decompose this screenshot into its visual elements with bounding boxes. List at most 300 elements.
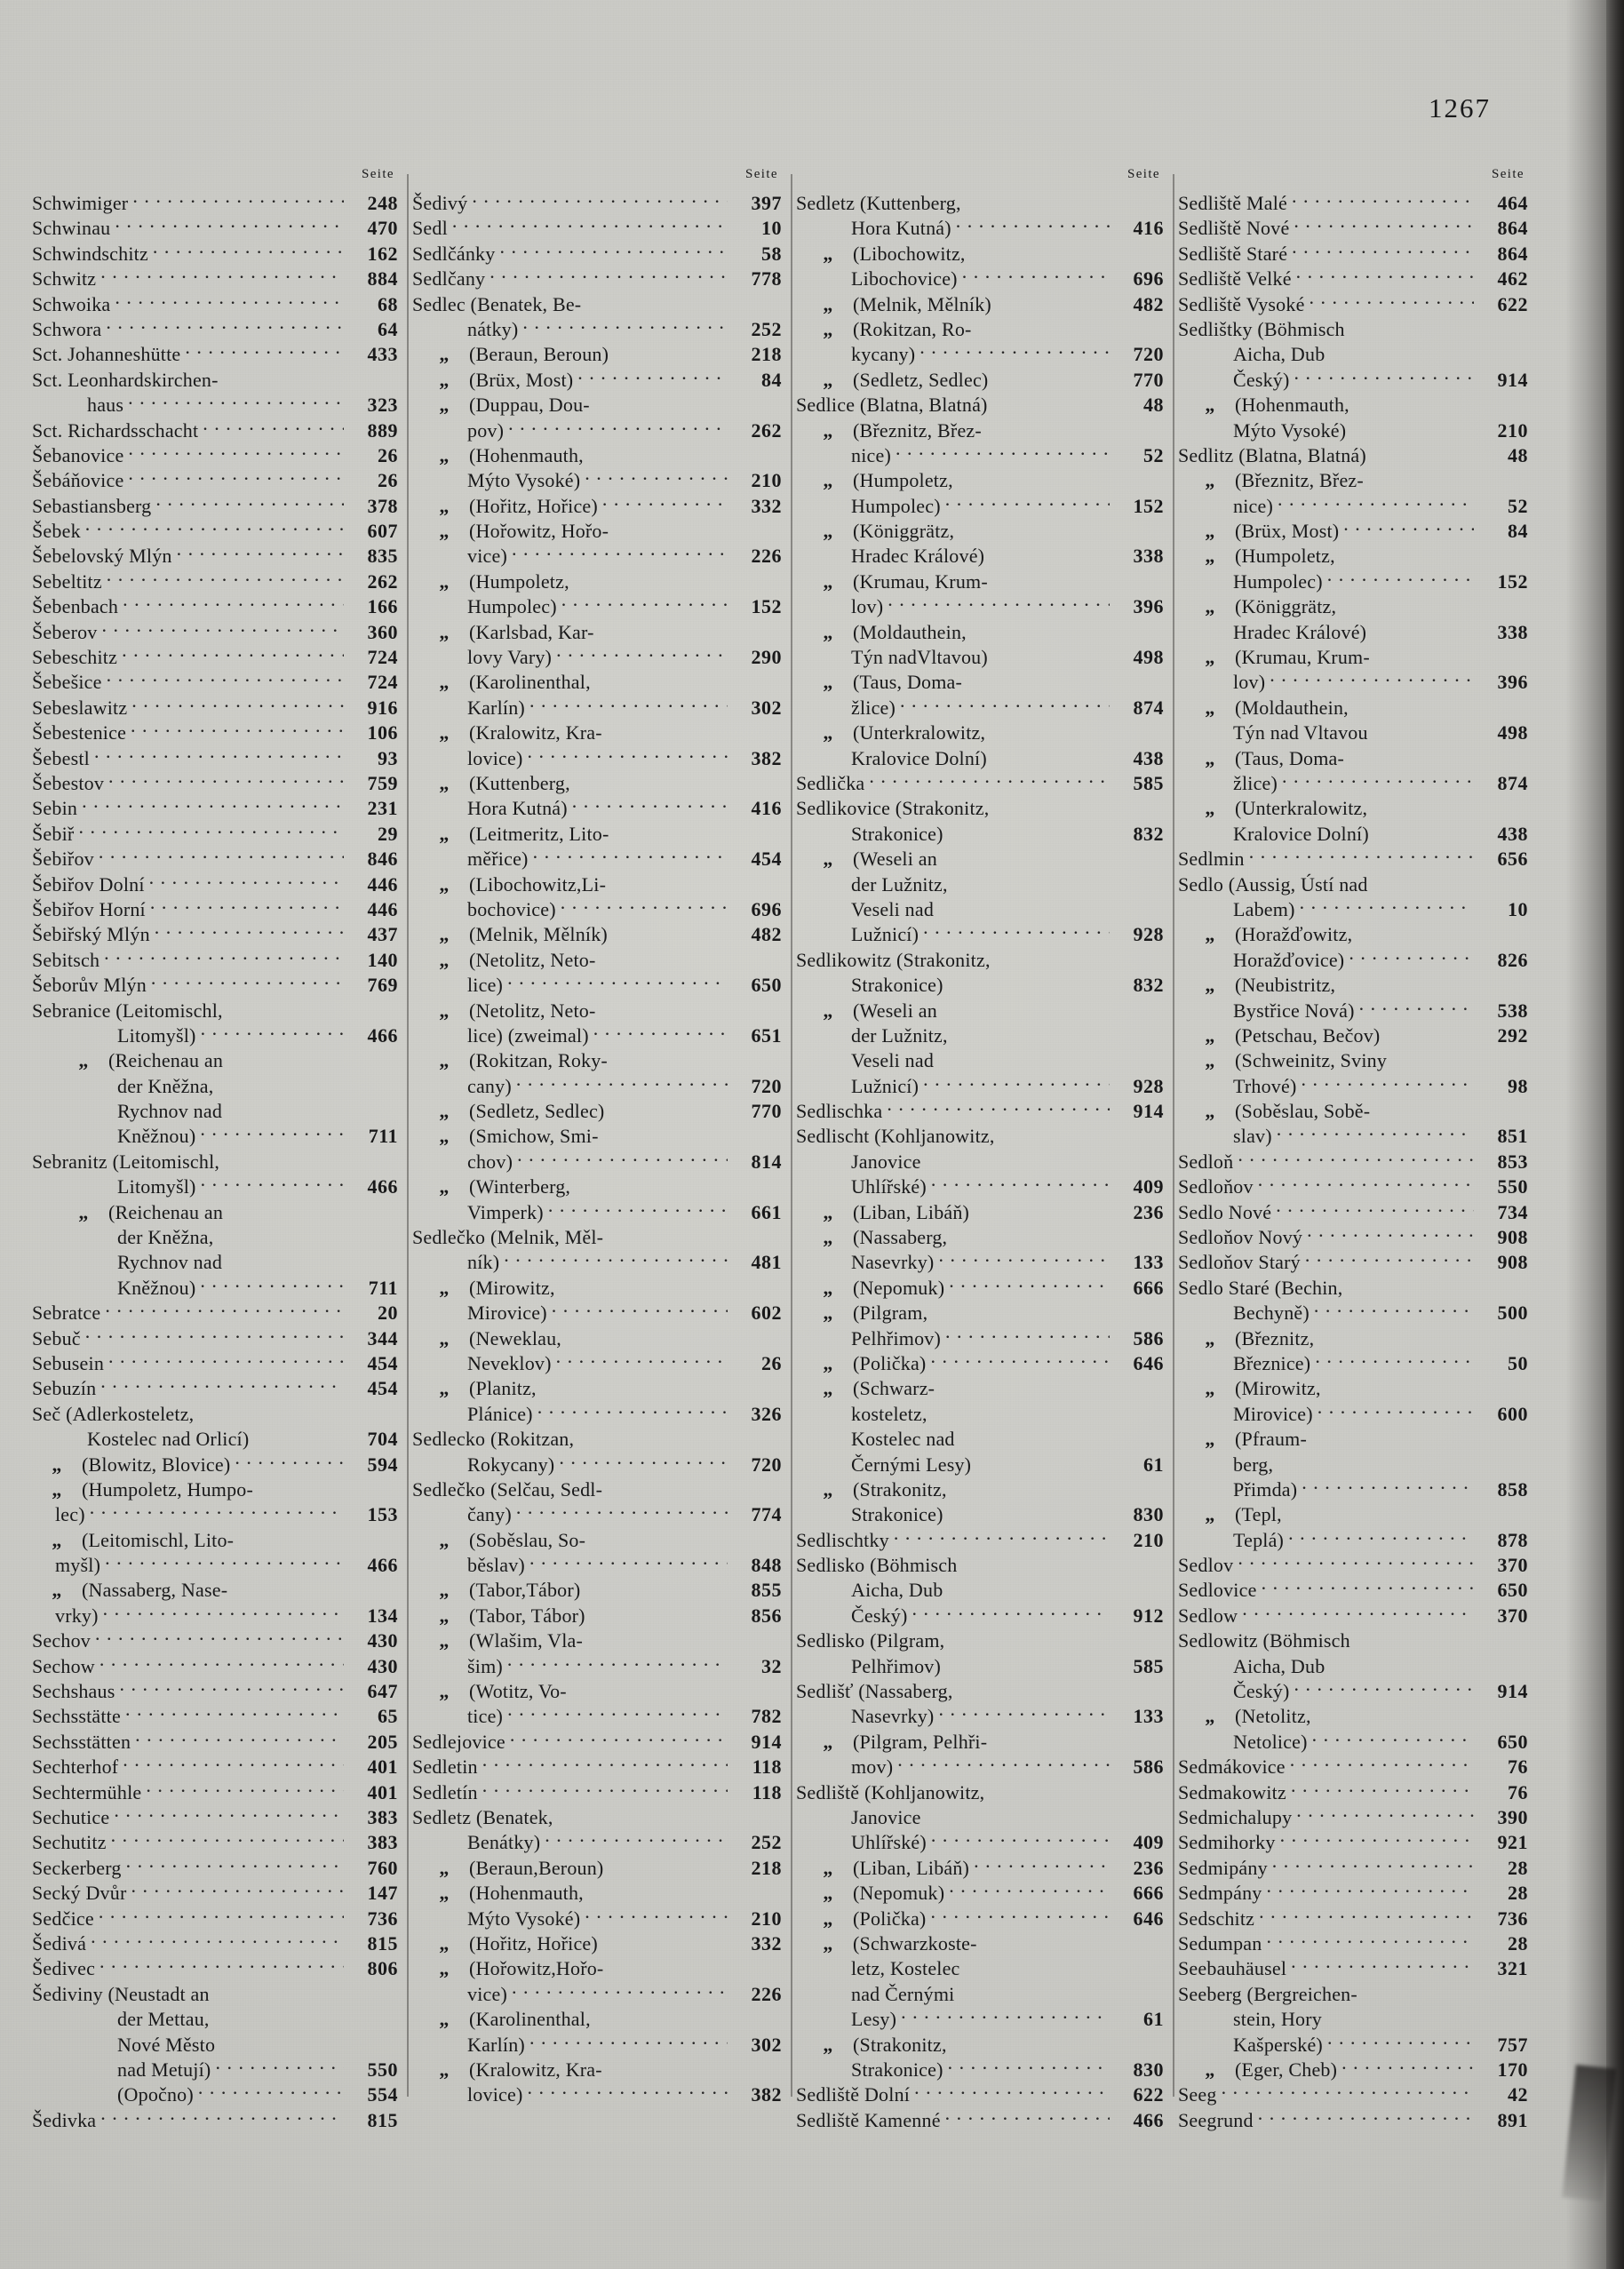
leader-dots — [959, 1981, 1110, 2001]
index-entry — [796, 1955, 1164, 1980]
entry-name: Sebeltitz — [32, 569, 102, 593]
ditto-mark: „ — [439, 948, 450, 971]
entry-name: lov) — [1233, 671, 1266, 694]
index-entry — [796, 1653, 1164, 1678]
index-entry — [1178, 190, 1528, 215]
index-entry — [412, 1375, 782, 1400]
leader-dots — [919, 341, 1110, 361]
ditto-mark: „ — [823, 721, 833, 744]
entry-page-number: 61 — [1143, 2008, 1164, 2031]
index-entry — [796, 2107, 1164, 2132]
ditto-mark: „ — [823, 2033, 833, 2056]
index-entry — [32, 1275, 398, 1300]
leader-dots — [887, 1098, 1110, 1118]
ditto-mark: „ — [439, 2058, 450, 2081]
leader-dots — [201, 1174, 344, 1193]
leader-dots — [612, 921, 728, 941]
entry-name: „ (Kuttenberg, — [412, 772, 570, 795]
leader-dots — [992, 367, 1110, 386]
leader-dots — [198, 1401, 344, 1421]
entry-page-number: 378 — [367, 494, 398, 517]
leader-dots — [926, 1804, 1110, 1824]
leader-dots — [512, 543, 728, 562]
ditto-mark: „ — [823, 520, 833, 543]
index-entry — [796, 1300, 1164, 1325]
index-entry — [796, 341, 1164, 366]
entry-name: Sedliště Dolní — [796, 2083, 911, 2106]
index-entry — [1178, 846, 1528, 871]
entry-page-number: 226 — [751, 545, 782, 568]
leader-dots — [949, 1275, 1110, 1294]
leader-dots — [533, 846, 728, 865]
index-entry — [1178, 1855, 1528, 1880]
ditto-mark: „ — [439, 1125, 450, 1148]
index-entry — [796, 1350, 1164, 1375]
leader-dots — [235, 1452, 344, 1471]
leader-dots — [214, 2006, 344, 2026]
entry-page-number: 262 — [367, 569, 398, 593]
entry-page-number: 438 — [1133, 746, 1164, 769]
ditto-mark: „ — [823, 317, 833, 340]
index-entry — [412, 619, 782, 644]
ditto-mark: „ — [439, 923, 450, 946]
entry-name: „ (Blowitz, Blovice) — [32, 1453, 230, 1477]
index-entry — [796, 947, 1164, 972]
index-entry — [796, 1375, 1164, 1400]
index-column-1 — [32, 167, 412, 2132]
entry-name: Sechsstätte — [32, 1705, 121, 1728]
leader-dots — [1314, 1300, 1474, 1319]
leader-dots — [1357, 921, 1474, 941]
index-entry — [32, 1703, 398, 1728]
index-entry — [1178, 1199, 1528, 1224]
entry-name: Schwitz — [32, 267, 97, 291]
index-entry — [32, 1501, 398, 1526]
entry-name: „ (Nepomuk) — [796, 1882, 944, 1905]
entry-page-number: 401 — [367, 1755, 398, 1779]
entry-name: Sechov — [32, 1629, 91, 1652]
entry-page-number: 769 — [367, 974, 398, 997]
index-entry — [32, 593, 398, 618]
entry-name: Sct. Richardsschacht — [32, 418, 199, 442]
entry-page-number: 446 — [367, 897, 398, 920]
leader-dots — [107, 669, 344, 689]
ditto-mark: „ — [823, 1351, 833, 1374]
leader-dots — [227, 998, 344, 1017]
entry-page-number: 396 — [1497, 671, 1528, 694]
entry-name: Sedlička — [796, 771, 865, 794]
entry-name: Sebeschitz — [32, 646, 118, 669]
entry-page-number: 332 — [751, 1931, 782, 1955]
entry-name: Seč (Adlerkosteletz, — [32, 1402, 195, 1425]
entry-page-number: 770 — [1133, 368, 1164, 391]
leader-dots — [529, 2032, 728, 2051]
leader-dots — [1311, 1426, 1474, 1445]
ditto-mark: „ — [439, 1377, 450, 1400]
entry-name: lovice) — [467, 2083, 523, 2106]
index-entry — [32, 1249, 398, 1274]
entry-page-number: 360 — [367, 620, 398, 643]
entry-page-number: 908 — [1497, 1226, 1528, 1249]
index-entry — [32, 367, 398, 392]
leader-dots — [959, 1426, 1110, 1445]
entry-page-number: 651 — [751, 1023, 782, 1047]
leader-dots — [218, 1224, 344, 1244]
entry-name: Rychnov nad — [117, 1251, 223, 1274]
index-entry — [1178, 1906, 1528, 1931]
ditto-mark: „ — [823, 1200, 833, 1223]
index-entry — [32, 1224, 398, 1249]
entry-name: Český) — [851, 1604, 908, 1627]
index-entry — [1178, 1023, 1528, 1047]
entry-name: nad Metují) — [117, 2058, 211, 2081]
ditto-mark: „ — [1205, 1428, 1215, 1451]
leader-dots — [948, 2057, 1110, 2076]
leader-dots — [200, 1123, 344, 1142]
entry-page-number: 383 — [367, 1806, 398, 1828]
index-entry — [412, 2006, 782, 2031]
leader-dots — [1262, 1577, 1474, 1596]
entry-name: Sebastiansberg — [32, 494, 152, 517]
entry-page-number: 210 — [751, 469, 782, 492]
index-entry — [796, 669, 1164, 694]
ditto-mark: „ — [1205, 923, 1215, 946]
index-entry — [796, 1703, 1164, 1728]
entry-name: Mýto Vysoké) — [467, 469, 581, 492]
leader-dots — [119, 1678, 344, 1698]
entry-name: Šebáňovice — [32, 469, 124, 492]
leader-dots — [932, 1300, 1110, 1319]
index-entry — [32, 896, 398, 921]
index-entry — [412, 593, 782, 618]
entry-name: Aicha, Dub — [1233, 1654, 1325, 1677]
leader-dots — [1300, 896, 1474, 916]
entry-name: Karlín) — [467, 2033, 525, 2056]
entry-page-number: 52 — [1143, 443, 1164, 466]
entry-name: „ (Pilgram, — [796, 1302, 927, 1325]
index-entry — [412, 1452, 782, 1477]
leader-dots — [507, 1653, 728, 1673]
entry-page-number: 383 — [367, 1831, 398, 1854]
entry-name: „ (Mirowitz, — [412, 1277, 555, 1300]
entry-page-number: 884 — [367, 267, 398, 291]
entry-page-number: 835 — [367, 545, 398, 568]
index-entry — [796, 1855, 1164, 1880]
entry-name: čany) — [467, 1503, 512, 1526]
leader-dots — [1238, 1149, 1474, 1168]
index-entry — [32, 1401, 398, 1426]
entry-name: Sedlo Nové — [1178, 1200, 1272, 1223]
index-entry — [796, 392, 1164, 417]
index-entry — [412, 1906, 782, 1931]
index-entry — [32, 1603, 398, 1628]
entry-page-number: 218 — [751, 343, 782, 366]
entry-page-number: 433 — [367, 343, 398, 366]
entry-name: lov) — [851, 595, 884, 618]
entry-page-number: 210 — [751, 1907, 782, 1930]
leader-dots — [610, 872, 728, 891]
leader-dots — [948, 821, 1110, 840]
leader-dots — [135, 1729, 344, 1748]
leader-dots — [995, 947, 1110, 967]
entry-name: „ (Weseli an — [796, 999, 937, 1023]
leader-dots — [897, 1754, 1110, 1773]
entry-page-number: 874 — [1133, 696, 1164, 719]
index-entry — [796, 896, 1164, 921]
entry-page-number: 806 — [367, 1957, 398, 1980]
ditto-mark: „ — [823, 1477, 833, 1501]
index-entry — [412, 644, 782, 669]
column-2-rows — [412, 190, 782, 2107]
index-entry — [32, 695, 398, 720]
entry-name: Sedlowitz (Böhmisch — [1178, 1629, 1350, 1652]
leader-dots — [974, 1855, 1110, 1875]
entry-page-number: 914 — [1497, 368, 1528, 391]
entry-page-number: 815 — [367, 2108, 398, 2131]
index-entry — [412, 770, 782, 795]
entry-page-number: 586 — [1133, 1326, 1164, 1349]
leader-dots — [949, 1628, 1110, 1647]
entry-page-number: 704 — [367, 1428, 398, 1451]
entry-page-number: 29 — [378, 822, 398, 845]
entry-name: „ (Tabor, Tábor) — [412, 1604, 585, 1628]
entry-name: Sebranice (Leitomischl, — [32, 999, 223, 1022]
leader-dots — [151, 972, 344, 991]
entry-name: Sedlisko (Pilgram, — [796, 1629, 945, 1652]
entry-page-number: 482 — [1133, 292, 1164, 315]
entry-name: Mirovice) — [1233, 1402, 1313, 1425]
ditto-mark: „ — [439, 1629, 450, 1652]
index-entry — [412, 1981, 782, 2006]
entry-name: „ (Nepomuk) — [796, 1277, 944, 1300]
column-rule-1 — [407, 174, 409, 2097]
ditto-mark: „ — [439, 520, 450, 543]
entry-name: Strakonice) — [851, 974, 943, 997]
entry-name: Sedlečko (Selčau, Sedl- — [412, 1477, 603, 1501]
index-entry — [1178, 1501, 1528, 1526]
leader-dots — [967, 669, 1110, 689]
leader-dots — [541, 1375, 728, 1395]
entry-name: Hora Kutná) — [467, 797, 568, 820]
entry-name: Sedmákovice — [1178, 1755, 1286, 1779]
ditto-mark: „ — [1205, 974, 1215, 997]
entry-name: „ (Hohenmauth, — [1178, 394, 1349, 417]
index-entry — [796, 821, 1164, 846]
leader-dots — [507, 972, 728, 991]
ditto-mark: „ — [439, 771, 450, 794]
seite-header-3: Seite — [1127, 167, 1160, 181]
ditto-mark: „ — [823, 569, 833, 593]
entry-page-number: 666 — [1133, 1276, 1164, 1299]
entry-page-number: 397 — [751, 192, 782, 214]
leader-dots — [198, 2082, 344, 2101]
entry-name: Sebuč — [32, 1326, 81, 1349]
entry-name: Sedmpány — [1178, 1882, 1262, 1905]
index-entry — [796, 972, 1164, 997]
index-entry — [412, 1350, 782, 1375]
leader-dots — [1290, 1754, 1474, 1773]
index-entry — [412, 1249, 782, 1274]
entry-name: „ (Humpoletz, Humpo- — [32, 1478, 253, 1501]
entry-page-number: 210 — [1497, 418, 1528, 442]
entry-name: „ (Moldauthein, — [796, 621, 967, 644]
entry-name: „ (Polička) — [796, 1352, 926, 1375]
entry-name: Šedivá — [32, 1931, 87, 1955]
entry-page-number: 778 — [751, 267, 782, 291]
index-entry — [32, 190, 398, 215]
entry-name: Nasevrky) — [851, 1705, 935, 1728]
entry-name: Sedloňov Starý — [1178, 1251, 1301, 1274]
entry-name: „ (Schwarz- — [796, 1377, 935, 1400]
index-entry — [1178, 1931, 1528, 1955]
entry-name: Humpolec) — [467, 595, 557, 618]
entry-name: „ (Kralowitz, Kra- — [412, 721, 602, 744]
leader-dots — [100, 2107, 344, 2127]
entry-page-number: 666 — [1133, 1882, 1164, 1905]
leader-dots — [1374, 644, 1474, 664]
leader-dots — [100, 1955, 344, 1975]
ditto-mark: „ — [823, 620, 833, 643]
leader-dots — [1315, 1350, 1474, 1370]
leader-dots — [1310, 291, 1474, 311]
leader-dots — [608, 1955, 728, 1975]
entry-name: Šebanovice — [32, 443, 124, 466]
entry-name: Sedlejovice — [412, 1730, 506, 1753]
entry-name: Sedliště Vysoké — [1178, 292, 1305, 315]
entry-page-number: 462 — [1497, 267, 1528, 291]
entry-name: Sechutitz — [32, 1831, 107, 1854]
entry-name: Šebestl — [32, 746, 90, 769]
leader-dots — [574, 569, 728, 588]
leader-dots — [219, 2032, 344, 2051]
entry-name: Sechow — [32, 1654, 95, 1677]
leader-dots — [932, 1401, 1110, 1421]
leader-dots — [527, 2082, 728, 2101]
index-entry — [796, 2057, 1164, 2082]
index-entry — [1178, 1804, 1528, 1829]
entry-page-number: 231 — [367, 797, 398, 820]
leader-dots — [232, 1577, 344, 1596]
entry-name: „ (Hořowitz,Hořo- — [412, 1957, 603, 1980]
leader-dots — [939, 1375, 1110, 1395]
index-entry — [32, 2107, 398, 2132]
entry-name: Lesy) — [851, 2008, 897, 2031]
entry-name: Český) — [1233, 1680, 1290, 1703]
entry-page-number: 166 — [367, 595, 398, 618]
entry-name: letz, Kostelec — [851, 1957, 960, 1980]
entry-name: Sedlecko (Rokitzan, — [412, 1428, 575, 1451]
entry-name: „ (Sedletz, Sedlec) — [796, 369, 988, 392]
ditto-mark: „ — [439, 721, 450, 744]
entry-name: Schwindschitz — [32, 242, 148, 265]
entry-name: Seeberg (Bergreichen- — [1178, 1982, 1357, 2005]
ditto-mark: „ — [823, 1856, 833, 1879]
entry-page-number: 760 — [367, 1856, 398, 1879]
leader-dots — [102, 619, 345, 639]
entry-name: Šebiřský Mlýn — [32, 923, 150, 946]
entry-name: Sedloňov Nový — [1178, 1226, 1303, 1249]
entry-name: Litomyšl) — [117, 1023, 196, 1047]
entry-page-number: 84 — [761, 368, 782, 391]
leader-dots — [472, 190, 728, 210]
entry-page-number: 236 — [1133, 1856, 1164, 1879]
entry-page-number: 914 — [751, 1730, 782, 1753]
entry-page-number: 210 — [1133, 1528, 1164, 1551]
entry-name: Sedlikowitz (Strakonitz, — [796, 948, 991, 971]
entry-name: „ (Březnitz, — [1178, 1327, 1314, 1350]
index-entry — [412, 1729, 782, 1754]
leader-dots — [993, 795, 1110, 815]
entry-page-number: 466 — [367, 1023, 398, 1047]
index-entry — [412, 2082, 782, 2106]
index-entry — [1178, 418, 1528, 442]
index-entry — [32, 795, 398, 820]
entry-page-number: 152 — [1133, 494, 1164, 517]
index-entry — [1178, 2082, 1528, 2106]
entry-name: nice) — [851, 443, 891, 466]
index-entry — [796, 215, 1164, 240]
index-entry — [796, 190, 1164, 215]
index-entry — [796, 2006, 1164, 2031]
index-entry — [796, 1275, 1164, 1300]
index-entry — [412, 467, 782, 492]
index-column-3 — [796, 167, 1178, 2132]
leader-dots — [123, 593, 344, 613]
leader-dots — [558, 1804, 728, 1824]
leader-dots — [548, 1199, 728, 1219]
index-entry — [32, 669, 398, 694]
index-entry — [412, 846, 782, 871]
entry-page-number: 42 — [1508, 2083, 1528, 2106]
index-entry — [32, 1955, 398, 1980]
leader-dots — [123, 1754, 344, 1773]
index-entry — [796, 1804, 1164, 1829]
index-entry — [796, 1779, 1164, 1804]
leader-dots — [85, 1326, 344, 1345]
ditto-mark: „ — [439, 1276, 450, 1299]
index-entry — [32, 998, 398, 1023]
index-entry — [32, 493, 398, 518]
leader-dots — [201, 1023, 344, 1042]
entry-name: Sedliště Velké — [1178, 267, 1292, 291]
entry-name: „ (Petschau, Bečov) — [1178, 1024, 1380, 1047]
index-entry — [412, 1199, 782, 1224]
entry-name: Šebiřov — [32, 848, 94, 871]
index-entry — [1178, 467, 1528, 492]
entry-page-number: 848 — [751, 1554, 782, 1577]
leader-dots — [227, 1098, 344, 1118]
entry-name: „ (Taus, Doma- — [796, 671, 962, 694]
entry-page-number: 908 — [1497, 1251, 1528, 1274]
index-entry — [412, 543, 782, 568]
ditto-mark: „ — [823, 418, 833, 442]
index-entry — [796, 1577, 1164, 1602]
entry-name: Mýto Vysoké) — [467, 1907, 581, 1930]
entry-name: Kralovice Dolní) — [851, 746, 987, 769]
index-entry — [1178, 341, 1528, 366]
ditto-mark: „ — [78, 1200, 89, 1223]
entry-page-number: 538 — [1497, 999, 1528, 1022]
entry-page-number: 466 — [1133, 2108, 1164, 2131]
entry-page-number: 914 — [1133, 1100, 1164, 1123]
entry-name: Uhlířské) — [851, 1175, 927, 1198]
entry-name: šim) — [467, 1654, 503, 1677]
entry-page-number: 248 — [367, 192, 398, 214]
leader-dots — [613, 341, 728, 361]
index-entry — [1178, 493, 1528, 518]
ditto-mark: „ — [1205, 1503, 1215, 1526]
entry-page-number: 696 — [1133, 267, 1164, 291]
